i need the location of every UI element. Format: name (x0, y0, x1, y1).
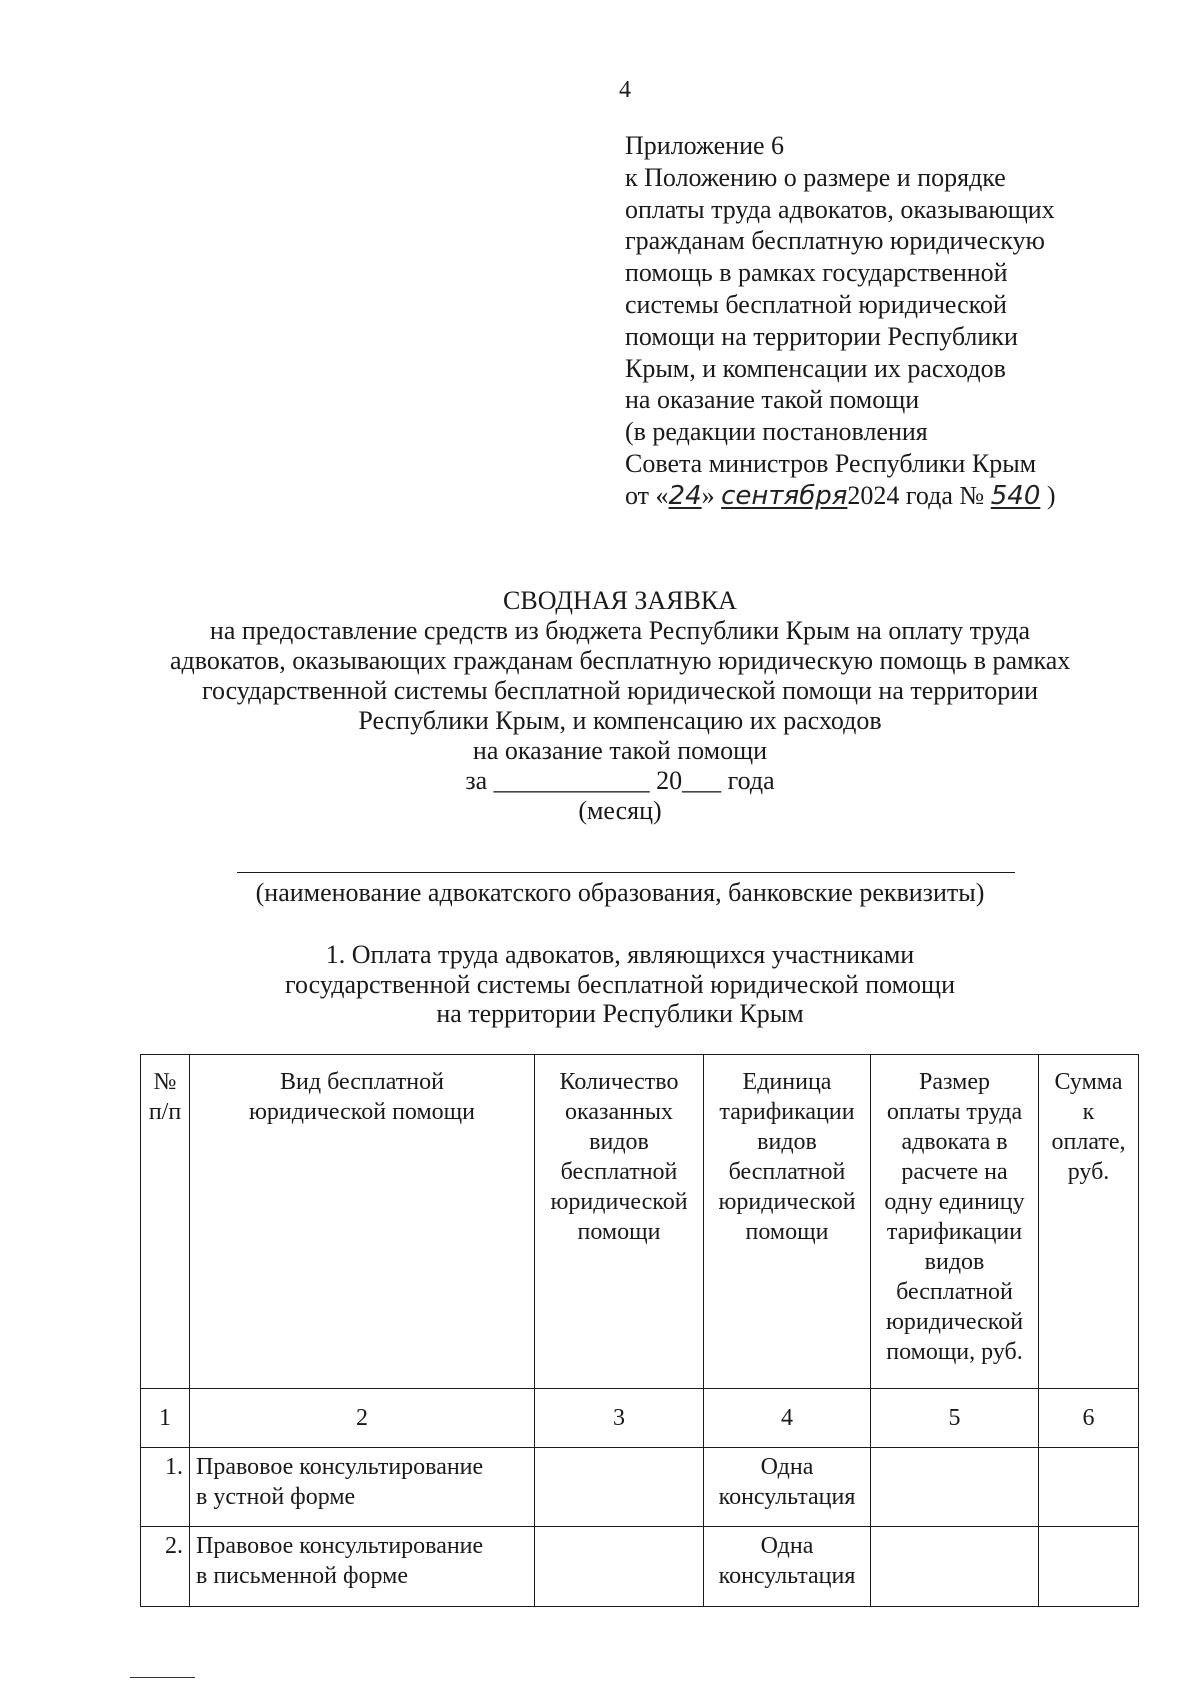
title-line: Республики Крым, и компенсацию их расходов (358, 706, 882, 735)
header-text: юридической помощи (249, 1099, 475, 1125)
header-text: тарификации (886, 1219, 1023, 1245)
appendix-line: гражданам бесплатную юридическую (625, 226, 1045, 256)
header-text: Вид бесплатной (280, 1069, 444, 1095)
appendix-line: Приложение 6 (625, 131, 785, 160)
appendix-line: Совета министров Республики Крым (625, 448, 1037, 478)
row-type-line: в устной форме (196, 1484, 356, 1510)
header-cell-number (141, 1055, 190, 1389)
header-text: бесплатной (560, 1159, 678, 1185)
appendix-line: оплаты труда адвокатов, оказывающих (625, 194, 1055, 224)
header-text: помощи (577, 1219, 661, 1245)
table-row (141, 1527, 1139, 1607)
header-cell-count (535, 1055, 704, 1389)
header-text: помощи (745, 1219, 829, 1245)
document-heading: СВОДНАЯ ЗАЯВКА (503, 586, 737, 615)
column-number: 6 (1039, 1389, 1139, 1448)
column-number: 2 (190, 1389, 535, 1448)
row-rate (871, 1448, 1039, 1527)
appendix-line: к Положению о размере и порядке (625, 162, 1006, 192)
row-number: 1. (141, 1448, 190, 1527)
row-unit-line: консультация (718, 1484, 856, 1510)
appendix-line: на оказание такой помощи (625, 385, 920, 415)
appendix-date-line (625, 480, 1056, 513)
header-text: Размер (919, 1069, 990, 1095)
title-line: адвокатов, оказывающих гражданам бесплатную юридическую помощь в рамках (170, 646, 1071, 675)
row-sum (1039, 1527, 1139, 1607)
header-cell-type (190, 1055, 535, 1389)
row-type-line: в письменной форме (196, 1563, 409, 1589)
header-text: к (1082, 1099, 1095, 1125)
footnote-separator (130, 1677, 195, 1678)
title-line: на оказание такой помощи (472, 736, 768, 765)
date-suffix: ) (1046, 480, 1056, 510)
date-prefix: от « (625, 480, 669, 510)
row-type-line: Правовое консультирование (196, 1533, 484, 1559)
appendix-line: (в редакции постановления (625, 417, 928, 447)
row-sum (1039, 1448, 1139, 1527)
section-line: на территории Республики Крым (436, 999, 804, 1028)
header-text: помощи, руб. (886, 1339, 1023, 1365)
header-text: бесплатной (728, 1159, 846, 1185)
row-rate (871, 1527, 1039, 1607)
header-text: юридической (885, 1309, 1024, 1335)
date-quote-close: » (701, 480, 715, 510)
header-cell-sum (1039, 1055, 1139, 1389)
appendix-line: системы бесплатной юридической (625, 289, 1007, 319)
row-unit-line: Одна (760, 1533, 814, 1559)
title-line: на предоставление средств из бюджета Республики Крым на оплату труда (209, 616, 1031, 645)
title-line: государственной системы бесплатной юридической помощи на территории (201, 676, 1039, 705)
table-header-row (141, 1055, 1139, 1389)
date-year: 2024 года № (847, 480, 985, 510)
section-1-heading (170, 940, 1070, 1029)
date-day-handwritten: 24 (668, 480, 702, 511)
header-text: № (153, 1069, 177, 1095)
period-month-blank: ____________ (493, 766, 650, 795)
row-unit-line: Одна (760, 1454, 814, 1480)
payment-table (140, 1054, 1139, 1607)
section-line: 1. Оплата труда адвокатов, являющихся участниками (325, 940, 915, 969)
org-caption: (наименование адвокатского образования, банковские реквизиты) (255, 878, 985, 907)
header-cell-rate (871, 1055, 1039, 1389)
header-text: видов (589, 1129, 649, 1155)
row-type-line: Правовое консультирование (196, 1454, 484, 1480)
header-text: п/п (148, 1099, 182, 1125)
row-unit (704, 1448, 871, 1527)
appendix-block (625, 130, 1056, 513)
column-number: 4 (704, 1389, 871, 1448)
appendix-line: помощи на территории Республики (625, 321, 1018, 351)
table-row (141, 1448, 1139, 1527)
column-number-row (141, 1389, 1139, 1448)
document-number-handwritten: 540 (990, 480, 1041, 511)
header-text: оплате, (1051, 1129, 1126, 1155)
period-line (170, 766, 1070, 796)
page-number: 4 (619, 77, 631, 103)
period-year-blank: 20___ (656, 766, 722, 795)
date-month-handwritten: сентября (721, 480, 848, 511)
appendix-line: Крым, и компенсации их расходов (625, 353, 1006, 383)
header-text: Единица (742, 1069, 832, 1095)
header-text: тарификации (719, 1099, 855, 1125)
title-block (170, 586, 1070, 826)
row-unit-line: консультация (718, 1563, 856, 1589)
column-number: 1 (141, 1389, 190, 1448)
section-line: государственной системы бесплатной юридической помощи (285, 969, 955, 999)
period-prefix: за (465, 766, 488, 795)
column-number: 3 (535, 1389, 704, 1448)
row-count (535, 1527, 704, 1607)
header-text: оплаты труда (886, 1099, 1023, 1125)
header-text: оказанных (565, 1099, 673, 1125)
row-type (190, 1448, 535, 1527)
row-count (535, 1448, 704, 1527)
period-suffix: года (727, 766, 775, 795)
row-unit (704, 1527, 871, 1607)
header-text: видов (924, 1249, 985, 1275)
header-text: видов (757, 1129, 817, 1155)
appendix-line: помощь в рамках государственной (625, 258, 1008, 288)
header-text: руб. (1067, 1159, 1110, 1185)
org-name-underline (237, 872, 1015, 873)
header-text: расчете на (901, 1159, 1008, 1185)
row-number: 2. (141, 1527, 190, 1607)
header-text: бесплатной (896, 1279, 1013, 1305)
header-text: адвоката в (901, 1129, 1008, 1155)
column-number: 5 (871, 1389, 1039, 1448)
period-caption: (месяц) (578, 796, 662, 825)
header-text: одну единицу (884, 1189, 1025, 1215)
header-text: юридической (718, 1189, 856, 1215)
header-text: юридической (550, 1189, 688, 1215)
header-cell-unit (704, 1055, 871, 1389)
header-text: Количество (559, 1069, 679, 1095)
header-text: Сумма (1054, 1069, 1123, 1095)
row-type (190, 1527, 535, 1607)
